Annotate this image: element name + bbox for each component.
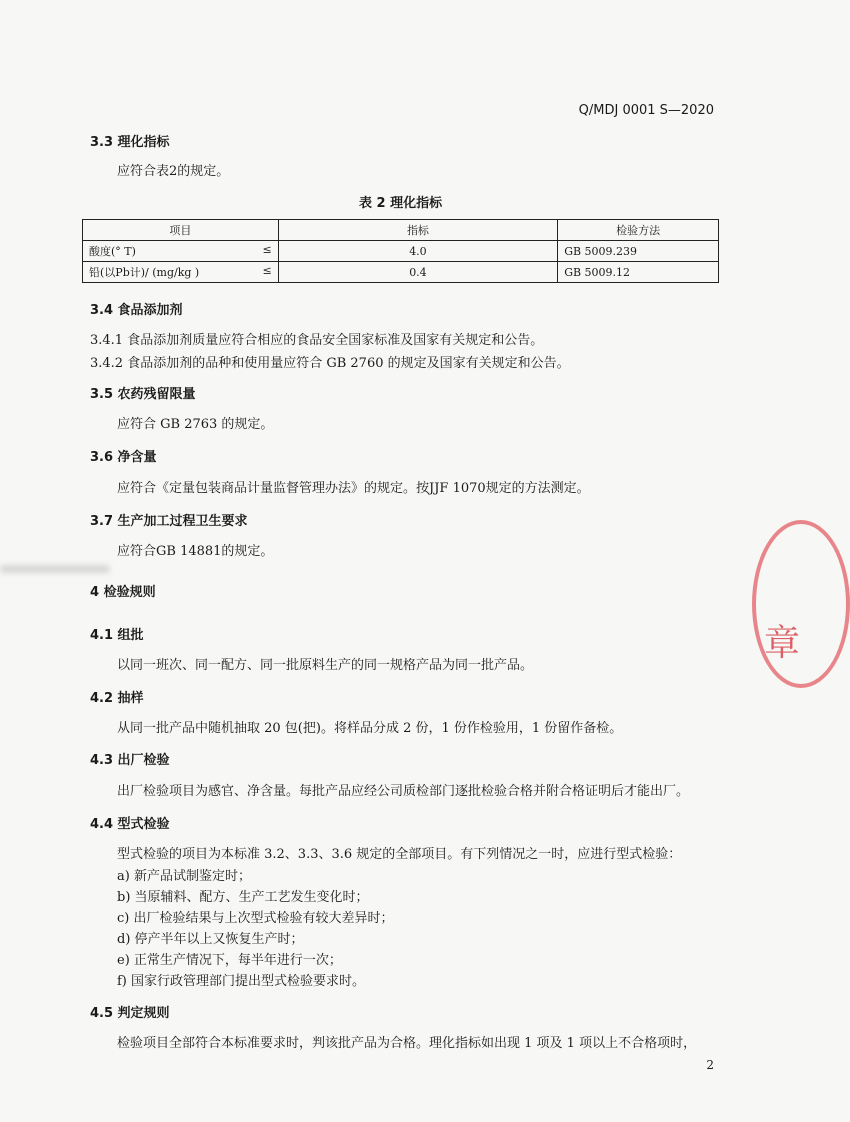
table-row — [83, 241, 719, 262]
header-method: 检验方法 — [558, 220, 719, 241]
section-3-6-title: 3.6 净含量 — [90, 450, 157, 465]
row-item-cell — [83, 241, 279, 262]
row-value: 0.4 — [278, 262, 557, 283]
table-header-row — [83, 220, 719, 241]
le-sign: ≤ — [262, 264, 272, 277]
row-method: GB 5009.239 — [558, 241, 719, 262]
row-item: 铅(以Pb计)/ (mg/kg ) — [89, 266, 200, 279]
table-2-caption: 表 2 理化指标 — [359, 196, 443, 211]
le-sign: ≤ — [262, 243, 272, 256]
section-3-7-text: 应符合GB 14881的规定。 — [117, 544, 274, 559]
list-item: f) 国家行政管理部门提出型式检验要求时。 — [117, 974, 366, 989]
row-value: 4.0 — [278, 241, 557, 262]
section-4-3-text: 出厂检验项目为感官、净含量。每批产品应经公司质检部门逐批检验合格并附合格证明后才能出厂。 — [117, 784, 690, 799]
list-item: c) 出厂检验结果与上次型式检验有较大差异时； — [117, 911, 394, 926]
section-3-3-text: 应符合表2的规定。 — [117, 164, 230, 179]
section-4-5-title: 4.5 判定规则 — [90, 1006, 170, 1021]
section-4-title: 4 检验规则 — [90, 585, 156, 600]
scan-smudge — [0, 565, 110, 573]
section-3-5-text: 应符合 GB 2763 的规定。 — [117, 417, 274, 432]
page-number: 2 — [706, 1058, 714, 1072]
section-4-4-title: 4.4 型式检验 — [90, 817, 170, 832]
section-4-2-text: 从同一批产品中随机抽取 20 包(把)。将样品分成 2 份，1 份作检验用，1 份留作备检。 — [117, 721, 623, 736]
row-item-cell — [83, 262, 279, 283]
section-3-7-title: 3.7 生产加工过程卫生要求 — [90, 514, 248, 529]
table-row — [83, 262, 719, 283]
section-3-4-title: 3.4 食品添加剂 — [90, 303, 183, 318]
section-3-3-title: 3.3 理化指标 — [90, 135, 170, 150]
header-indicator: 指标 — [278, 220, 557, 241]
header-item: 项目 — [83, 220, 279, 241]
row-item: 酸度(° T) — [89, 245, 136, 258]
list-item: a) 新产品试制鉴定时； — [117, 869, 251, 884]
section-4-2-title: 4.2 抽样 — [90, 691, 144, 706]
section-3-6-text: 应符合《定量包装商品计量监督管理办法》的规定。按JJF 1070规定的方法测定。 — [117, 481, 590, 496]
row-method: GB 5009.12 — [558, 262, 719, 283]
section-4-3-title: 4.3 出厂检验 — [90, 753, 170, 768]
standard-code: Q/MDJ 0001 S—2020 — [578, 103, 714, 118]
section-4-5-text: 检验项目全部符合本标准要求时，判该批产品为合格。理化指标如出现 1 项及 1 项以上不合格项时， — [117, 1036, 697, 1051]
section-4-1-text: 以同一班次、同一配方、同一批原料生产的同一规格产品为同一批产品。 — [117, 658, 534, 673]
section-4-4-text: 型式检验的项目为本标准 3.2、3.3、3.6 规定的全部项目。有下列情况之一时，应进行型式检验： — [117, 847, 682, 862]
section-3-5-title: 3.5 农药残留限量 — [90, 387, 196, 402]
section-3-4-2: 3.4.2 食品添加剂的品种和使用量应符合 GB 2760 的规定及国家有关规定和公告。 — [90, 356, 570, 371]
list-item: d) 停产半年以上又恢复生产时； — [117, 932, 304, 947]
section-4-1-title: 4.1 组批 — [90, 628, 144, 643]
list-item: e) 正常生产情况下，每半年进行一次； — [117, 953, 342, 968]
list-item: b) 当原辅料、配方、生产工艺发生变化时； — [117, 890, 369, 905]
seal-character: 章 — [764, 623, 801, 664]
table-2 — [82, 219, 719, 283]
section-3-4-1: 3.4.1 食品添加剂质量应符合相应的食品安全国家标准及国家有关规定和公告。 — [90, 333, 544, 348]
